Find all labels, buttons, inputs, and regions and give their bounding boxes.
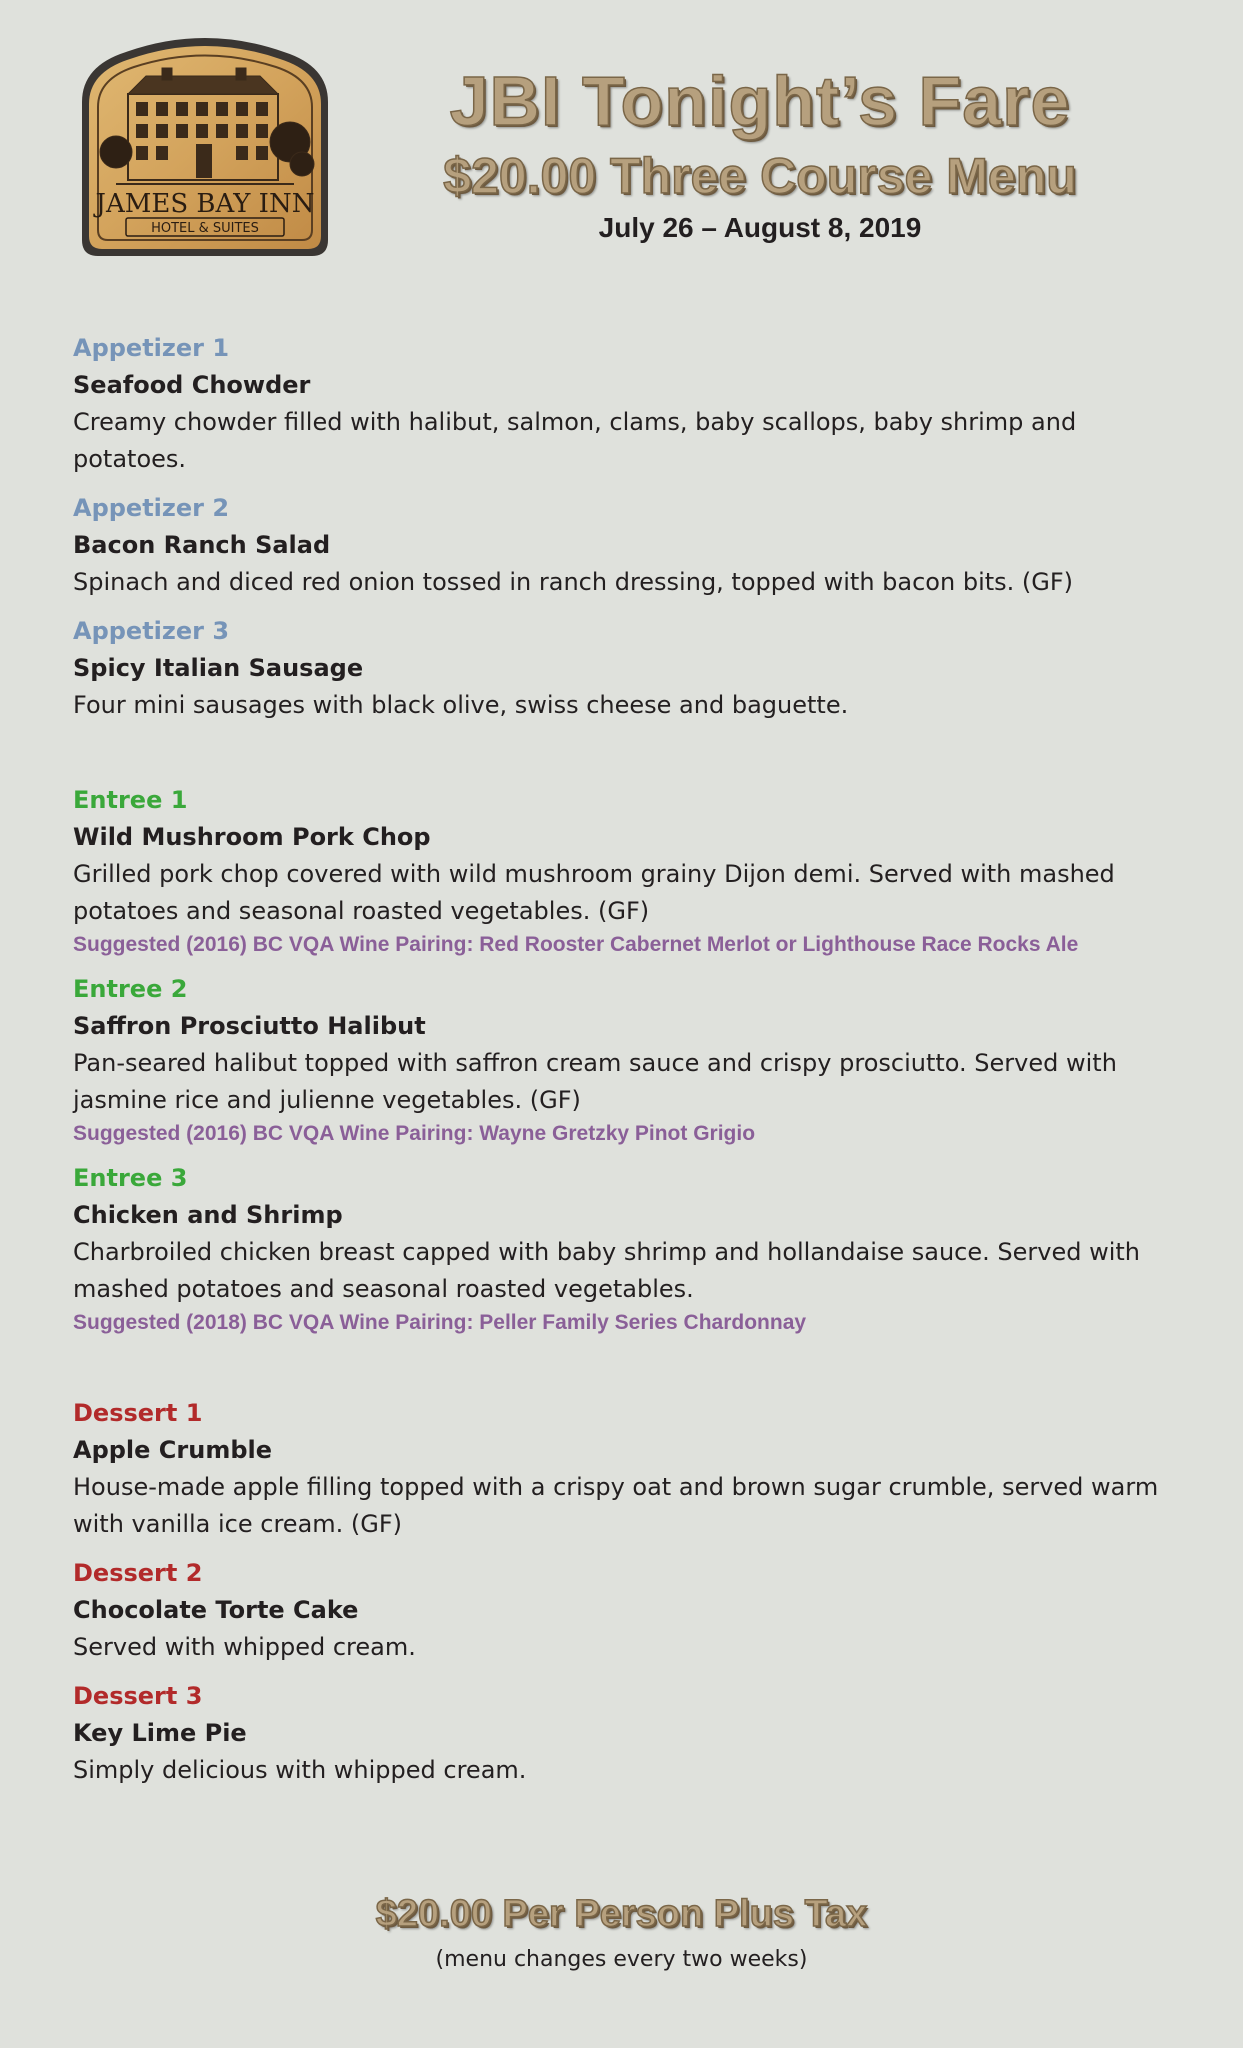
menu-header bbox=[400, 56, 1120, 246]
james-bay-inn-logo bbox=[76, 32, 334, 260]
appetizer-item bbox=[73, 490, 1183, 601]
dessert-item bbox=[73, 1395, 1183, 1543]
course-label: Appetizer 1 bbox=[73, 334, 230, 362]
course-label: Entree 1 bbox=[73, 786, 188, 814]
dish-name: Saffron Prosciutto Halibut bbox=[73, 1012, 426, 1040]
dish-name: Apple Crumble bbox=[73, 1436, 273, 1464]
course-label: Dessert 1 bbox=[73, 1399, 203, 1427]
course-label: Appetizer 2 bbox=[73, 494, 230, 522]
dish-description: Four mini sausages with black olive, swiss cheese and baguette. bbox=[73, 691, 849, 719]
dish-description: Pan-seared halibut topped with saffron cream sauce and crispy prosciutto. Served with jasmine rice and julienne vegetables. (GF) bbox=[73, 1049, 1117, 1114]
dish-name: Chocolate Torte Cake bbox=[73, 1596, 359, 1624]
menu-footer bbox=[0, 1886, 1243, 1976]
logo-tagline: HOTEL & SUITES bbox=[151, 221, 259, 236]
course-label: Dessert 3 bbox=[73, 1682, 203, 1710]
dessert-item bbox=[73, 1555, 1183, 1666]
wine-pairing: Suggested (2016) BC VQA Wine Pairing: Red Rooster Cabernet Merlot or Lighthouse Race Rocks Ale bbox=[73, 933, 1079, 956]
course-label: Entree 2 bbox=[73, 975, 188, 1003]
dish-description: Creamy chowder filled with halibut, salmon, clams, baby scallops, baby shrimp and potatoes. bbox=[73, 408, 1077, 473]
appetizer-item bbox=[73, 613, 1183, 724]
menu-change-note: (menu changes every two weeks) bbox=[435, 1947, 808, 1972]
section-spacer bbox=[73, 736, 1183, 782]
dish-name: Key Lime Pie bbox=[73, 1719, 247, 1747]
entree-item bbox=[73, 1160, 1183, 1337]
dish-description: Charbroiled chicken breast capped with baby shrimp and hollandaise sauce. Served with mashed potatoes and seasonal roasted vegetables. bbox=[73, 1238, 1141, 1303]
wine-pairing: Suggested (2016) BC VQA Wine Pairing: Wayne Gretzky Pinot Grigio bbox=[73, 1122, 756, 1145]
dessert-item bbox=[73, 1678, 1183, 1789]
logo-sign-icon bbox=[76, 32, 334, 260]
page-title: JBI Tonight’s Fare bbox=[449, 62, 1071, 140]
entree-item bbox=[73, 971, 1183, 1148]
dish-description: Spinach and diced red onion tossed in ranch dressing, topped with bacon bits. (GF) bbox=[73, 568, 1074, 596]
dish-name: Spicy Italian Sausage bbox=[73, 654, 364, 682]
course-label: Appetizer 3 bbox=[73, 617, 230, 645]
wine-pairing: Suggested (2018) BC VQA Wine Pairing: Peller Family Series Chardonnay bbox=[73, 1311, 807, 1334]
course-label: Entree 3 bbox=[73, 1164, 188, 1192]
course-label: Dessert 2 bbox=[73, 1559, 203, 1587]
dish-name: Chicken and Shrimp bbox=[73, 1201, 343, 1229]
price-per-person: $20.00 Per Person Plus Tax bbox=[375, 1893, 868, 1935]
section-spacer bbox=[73, 1349, 1183, 1395]
dish-description: Simply delicious with whipped cream. bbox=[73, 1756, 527, 1784]
entree-item bbox=[73, 782, 1183, 959]
appetizer-item bbox=[73, 330, 1183, 478]
dish-name: Bacon Ranch Salad bbox=[73, 531, 331, 559]
menu-dates: July 26 – August 8, 2019 bbox=[598, 212, 922, 243]
menu-subtitle: $20.00 Three Course Menu bbox=[443, 148, 1077, 204]
menu-list bbox=[73, 330, 1183, 1801]
dish-name: Wild Mushroom Pork Chop bbox=[73, 823, 431, 851]
dish-description: House-made apple filling topped with a crispy oat and brown sugar crumble, served warm with vanilla ice cream. (GF) bbox=[73, 1473, 1159, 1538]
dish-description: Served with whipped cream. bbox=[73, 1633, 416, 1661]
logo-name: JAMES BAY INN bbox=[95, 189, 315, 219]
dish-name: Seafood Chowder bbox=[73, 371, 311, 399]
dish-description: Grilled pork chop covered with wild mushroom grainy Dijon demi. Served with mashed potatoes and seasonal roasted vegetables. (GF) bbox=[73, 860, 1115, 925]
